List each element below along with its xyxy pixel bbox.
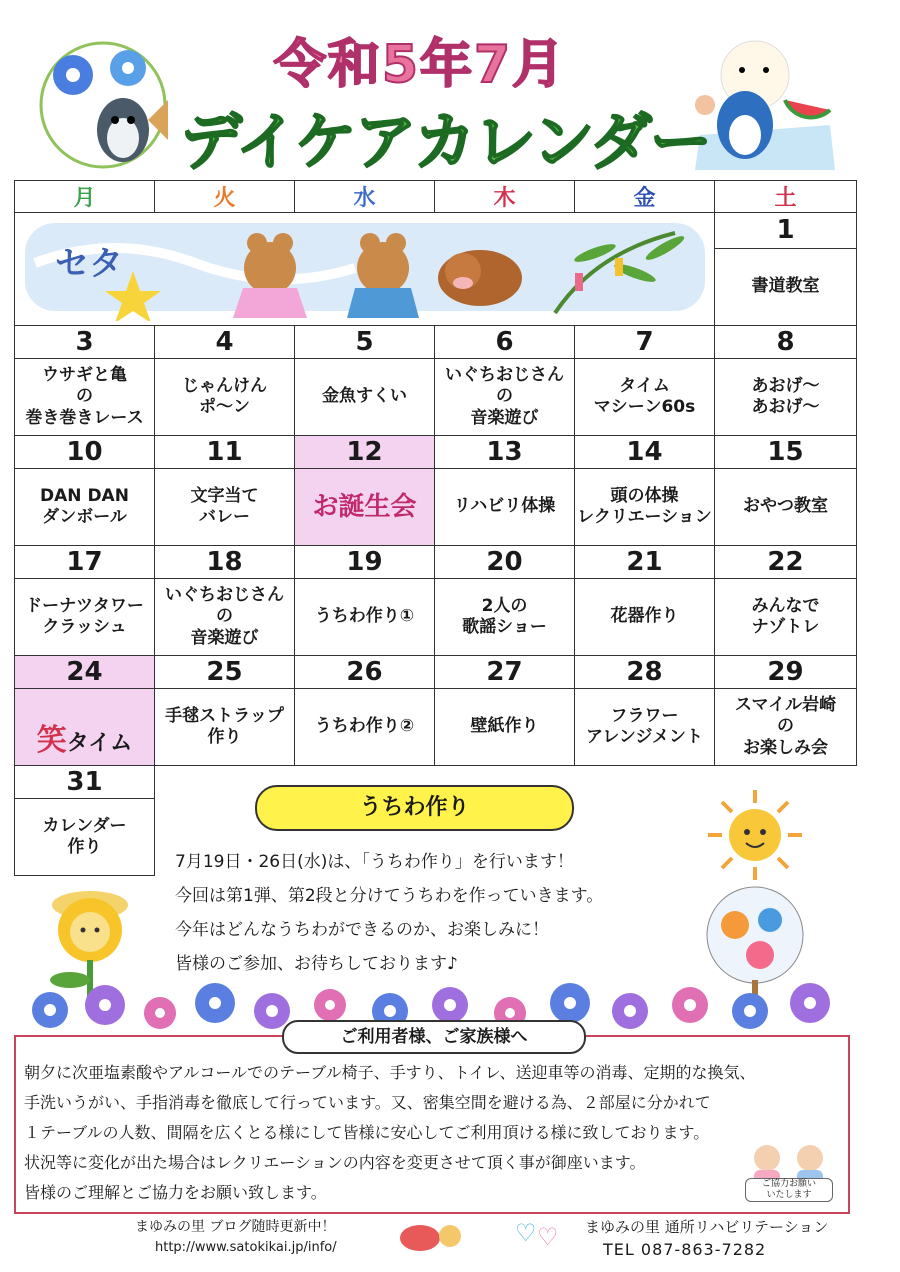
facility-name: まゆみの里 通所リハビリテーション (585, 1218, 829, 1236)
laugh-time-cell (15, 689, 155, 766)
tanabata-label: セタ (55, 245, 123, 283)
day-number: 21 (575, 546, 715, 579)
laugh-char: 笑 (36, 723, 67, 758)
activity-cell: いぐちおじさん の 音楽遊び (155, 579, 295, 656)
laugh-rest: タイム (66, 731, 133, 756)
day-number: 24 (15, 656, 155, 689)
blog-notice: まゆみの里 ブログ随時更新中！ (135, 1219, 336, 1235)
svg-text:♡: ♡ (515, 1219, 537, 1247)
website-url[interactable]: http://www.satokikai.jp/info/ (155, 1240, 337, 1255)
activity-cell: カレンダー 作り (15, 799, 155, 876)
activity-cell: DAN DAN ダンボール (15, 469, 155, 546)
weekday-sat: 土 (715, 181, 857, 213)
day-number: 3 (15, 326, 155, 359)
day-number: 19 (295, 546, 435, 579)
day-number: 28 (575, 656, 715, 689)
activity-cell: うちわ作り② (295, 689, 435, 766)
day-number: 8 (715, 326, 857, 359)
activity-cell: 壁紙作り (435, 689, 575, 766)
phone-number: TEL 087-863-7282 (603, 1240, 767, 1259)
activity-cell: 花器作り (575, 579, 715, 656)
activity-cell: ドーナツタワー クラッシュ (15, 579, 155, 656)
tanabata-banner (15, 213, 715, 326)
day-number: 5 (295, 326, 435, 359)
calendar-grid (14, 180, 857, 876)
day-number: 11 (155, 436, 295, 469)
sun-illustration (700, 785, 810, 885)
weekday-fri: 金 (575, 181, 715, 213)
activity-cell: ウサギと亀 の 巻き巻きレース (15, 359, 155, 436)
day-number: 20 (435, 546, 575, 579)
birthday-party-cell: お誕生会 (295, 469, 435, 546)
activity-cell: みんなで ナゾトレ (715, 579, 857, 656)
day-number: 14 (575, 436, 715, 469)
notice-title: ご利用者様、ご家族様へ (282, 1020, 586, 1054)
weekday-wed: 水 (295, 181, 435, 213)
activity-cell: 頭の体操 レクリエーション (575, 469, 715, 546)
tanabata-illustration (15, 213, 715, 321)
activity-cell: あおげ〜 あおげ〜 (715, 359, 857, 436)
day-number: 17 (15, 546, 155, 579)
activity-cell: リハビリ体操 (435, 469, 575, 546)
day-number: 10 (15, 436, 155, 469)
day-number: 27 (435, 656, 575, 689)
svg-text:♡: ♡ (537, 1223, 559, 1251)
weekday-tue: 火 (155, 181, 295, 213)
activity-cell: おやつ教室 (715, 469, 857, 546)
activity-cell: 金魚すくい (295, 359, 435, 436)
morning-glory-penguin-illustration (28, 30, 178, 170)
activity-cell: フラワー アレンジメント (575, 689, 715, 766)
day-number: 31 (15, 766, 155, 799)
day-number: 4 (155, 326, 295, 359)
day-number: 29 (715, 656, 857, 689)
weekday-thu: 木 (435, 181, 575, 213)
crab-illustration (395, 1212, 465, 1256)
calendar-main-title: デイケアカレンダー (180, 105, 710, 178)
activity-cell: 2人の 歌謡ショー (435, 579, 575, 656)
weekday-header-row (15, 181, 857, 213)
day-number: 15 (715, 436, 857, 469)
activity-cell: 書道教室 (715, 248, 857, 325)
cooperation-bubble: ご協力お願い いたします (745, 1178, 833, 1202)
day-number: 6 (435, 326, 575, 359)
day-number: 26 (295, 656, 435, 689)
feature-description: 7月19日・26日(水)は、「うちわ作り」を行います！ 今回は第1弾、第2段と分けてうちわを作っていきます。 今年はどんなうちわができるのか、お楽しみに！ 皆様のご参加、お待ちしております♪ (175, 852, 604, 974)
notice-body: 朝夕に次亜塩素酸やアルコールでのテーブル椅子、手すり、トイレ、送迎車等の消毒、定期的な換気、 手洗いうがい、手指消毒を徹底して行っています。又、密集空間を避ける為、２部屋に分かれて １テーブルの人数、間隔を広くとる様にして皆様に安心してご利用頂ける様に致しております。 状況等に変化が出た場合はレクリエーションの内容を変更させて頂く事が御座います。 皆様のご理解とご協力をお願い致します。 (24, 1063, 756, 1202)
day-number: 22 (715, 546, 857, 579)
activity-cell: うちわ作り① (295, 579, 435, 656)
activity-cell: じゃんけん ポ〜ン (155, 359, 295, 436)
day-number: 18 (155, 546, 295, 579)
day-number: 13 (435, 436, 575, 469)
day-number: 25 (155, 656, 295, 689)
activity-cell: いぐちおじさん の 音楽遊び (435, 359, 575, 436)
feature-title: うちわ作り (255, 785, 574, 831)
calendar-month-title: 令和5年7月 (273, 35, 567, 95)
day-number: 7 (575, 326, 715, 359)
hearts-illustration (515, 1215, 565, 1251)
day-number: 12 (295, 436, 435, 469)
weekday-mon: 月 (15, 181, 155, 213)
day-number: 1 (715, 213, 857, 249)
activity-cell: 手毬ストラップ 作り (155, 689, 295, 766)
activity-cell: 文字当て バレー (155, 469, 295, 546)
activity-cell: タイム マシーン60s (575, 359, 715, 436)
activity-cell: スマイル岩崎 の お楽しみ会 (715, 689, 857, 766)
